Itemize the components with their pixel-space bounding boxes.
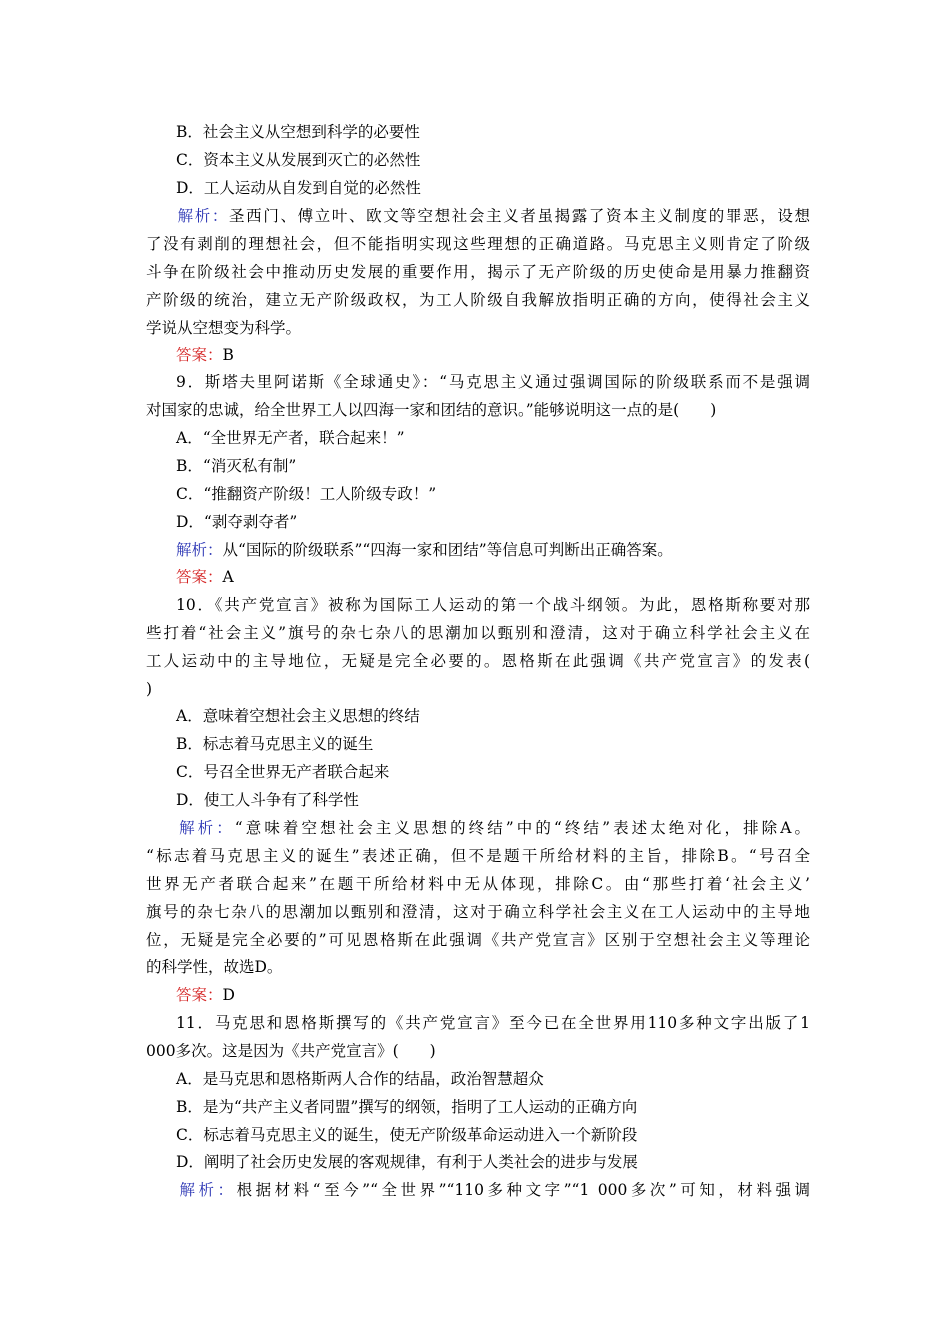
analysis-label: 解析： [176,207,230,225]
q10-answer: 答案：D [176,986,235,1004]
q10-analysis-line-2: “标志着马克思主义的诞生”表述正确，但不是题干所给材料的主旨，排除B。“号召全 [146,847,810,865]
q9-answer-value: A [222,568,234,586]
q8-analysis-line-2: 了没有剥削的理想社会，但不能指明实现这些理想的正确道路。马克思主义则肯定了阶级 [146,235,810,253]
q10-stem-line-4: ) [146,680,153,698]
q9-option-c: C．“推翻资产阶级！工人阶级专政！” [176,485,437,503]
q11-option-a: A．是马克思和恩格斯两人合作的结晶，政治智慧超众 [176,1070,544,1088]
q10-stem-line-2: 些打着“社会主义”旗号的杂七杂八的思潮加以甄别和澄清，这对于确立科学社会主义在 [146,624,810,642]
q8-analysis-line-1: 解析：圣西门、傅立叶、欧文等空想社会主义者虽揭露了资本主义制度的罪恶，设想 [176,207,810,225]
q10-analysis-line-3: 世界无产者联合起来”在题干所给材料中无从体现，排除C。由“那些打着‘社会主义’ [146,875,810,893]
q11-option-d: D．阐明了社会历史发展的客观规律，有利于人类社会的进步与发展 [176,1153,638,1171]
q8-analysis-line-5: 学说从空想变为科学。 [146,319,302,337]
q10-analysis-line-1: 解析：“意味着空想社会主义思想的终结”中的“终结”表述太绝对化，排除A。 [176,819,810,837]
q10-analysis-line-5: 位，无疑是完全必要的”可见恩格斯在此强调《共产党宣言》区别于空想社会主义等理论 [146,931,810,949]
q9-stem-line-1: 9．斯塔夫里阿诺斯《全球通史》：“马克思主义通过强调国际的阶级联系而不是强调 [176,373,810,391]
q9-analysis: 解析：从“国际的阶级联系”“四海一家和团结”等信息可判断出正确答案。 [176,541,673,559]
q8-option-d: D．工人运动从自发到自觉的必然性 [176,179,421,197]
q10-stem-line-1: 10．《共产党宣言》被称为国际工人运动的第一个战斗纲领。为此，恩格斯称要对那 [176,596,810,614]
q11-option-b: B．是为“共产主义者同盟”撰写的纲领，指明了工人运动的正确方向 [176,1098,638,1116]
q10-option-d: D．使工人斗争有了科学性 [176,791,359,809]
q10-option-a: A．意味着空想社会主义思想的终结 [176,707,420,725]
q9-answer: 答案：A [176,568,234,586]
q10-option-c: C．号召全世界无产者联合起来 [176,763,390,781]
answer-label: 答案： [176,346,223,364]
q10-answer-value: D [222,986,235,1004]
q11-stem-line-2: 000多次。这是因为《共产党宣言》( ) [146,1042,436,1060]
q10-analysis-line-4: 旗号的杂七杂八的思潮加以甄别和澄清，这对于确立科学社会主义在工人运动中的主导地 [146,903,810,921]
q8-option-b: B．社会主义从空想到科学的必要性 [176,123,420,141]
q10-analysis-line-6: 的科学性，故选D。 [146,958,283,976]
q8-option-c: C．资本主义从发展到灭亡的必然性 [176,151,421,169]
q9-stem-line-2: 对国家的忠诚，给全世界工人以四海一家和团结的意识。”能够说明这一点的是( ) [146,401,717,419]
q11-analysis-line-1: 解析：根据材料“至今”“全世界”“110多种文字”“1 000多次”可知，材料强调 [176,1181,810,1199]
q9-option-a: A．“全世界无产者，联合起来！” [176,429,405,447]
q9-option-b: B．“消灭私有制” [176,457,297,475]
q10-stem-line-3: 工人运动中的主导地位，无疑是完全必要的。恩格斯在此强调《共产党宣言》的发表( [146,652,810,670]
q11-option-c: C．标志着马克思主义的诞生，使无产阶级革命运动进入一个新阶段 [176,1126,638,1144]
q8-answer-value: B [222,346,234,364]
q11-stem-line-1: 11．马克思和恩格斯撰写的《共产党宣言》至今已在全世界用110多种文字出版了1 [176,1014,810,1032]
q8-analysis-line-4: 产阶级的统治，建立无产阶级政权，为工人阶级自我解放指明正确的方向，使得社会主义 [146,291,810,309]
q8-answer [176,345,234,365]
q8-analysis-line-3: 斗争在阶级社会中推动历史发展的重要作用，揭示了无产阶级的历史使命是用暴力推翻资 [146,263,810,281]
q10-option-b: B．标志着马克思主义的诞生 [176,735,374,753]
q9-option-d: D．“剥夺剥夺者” [176,513,298,531]
